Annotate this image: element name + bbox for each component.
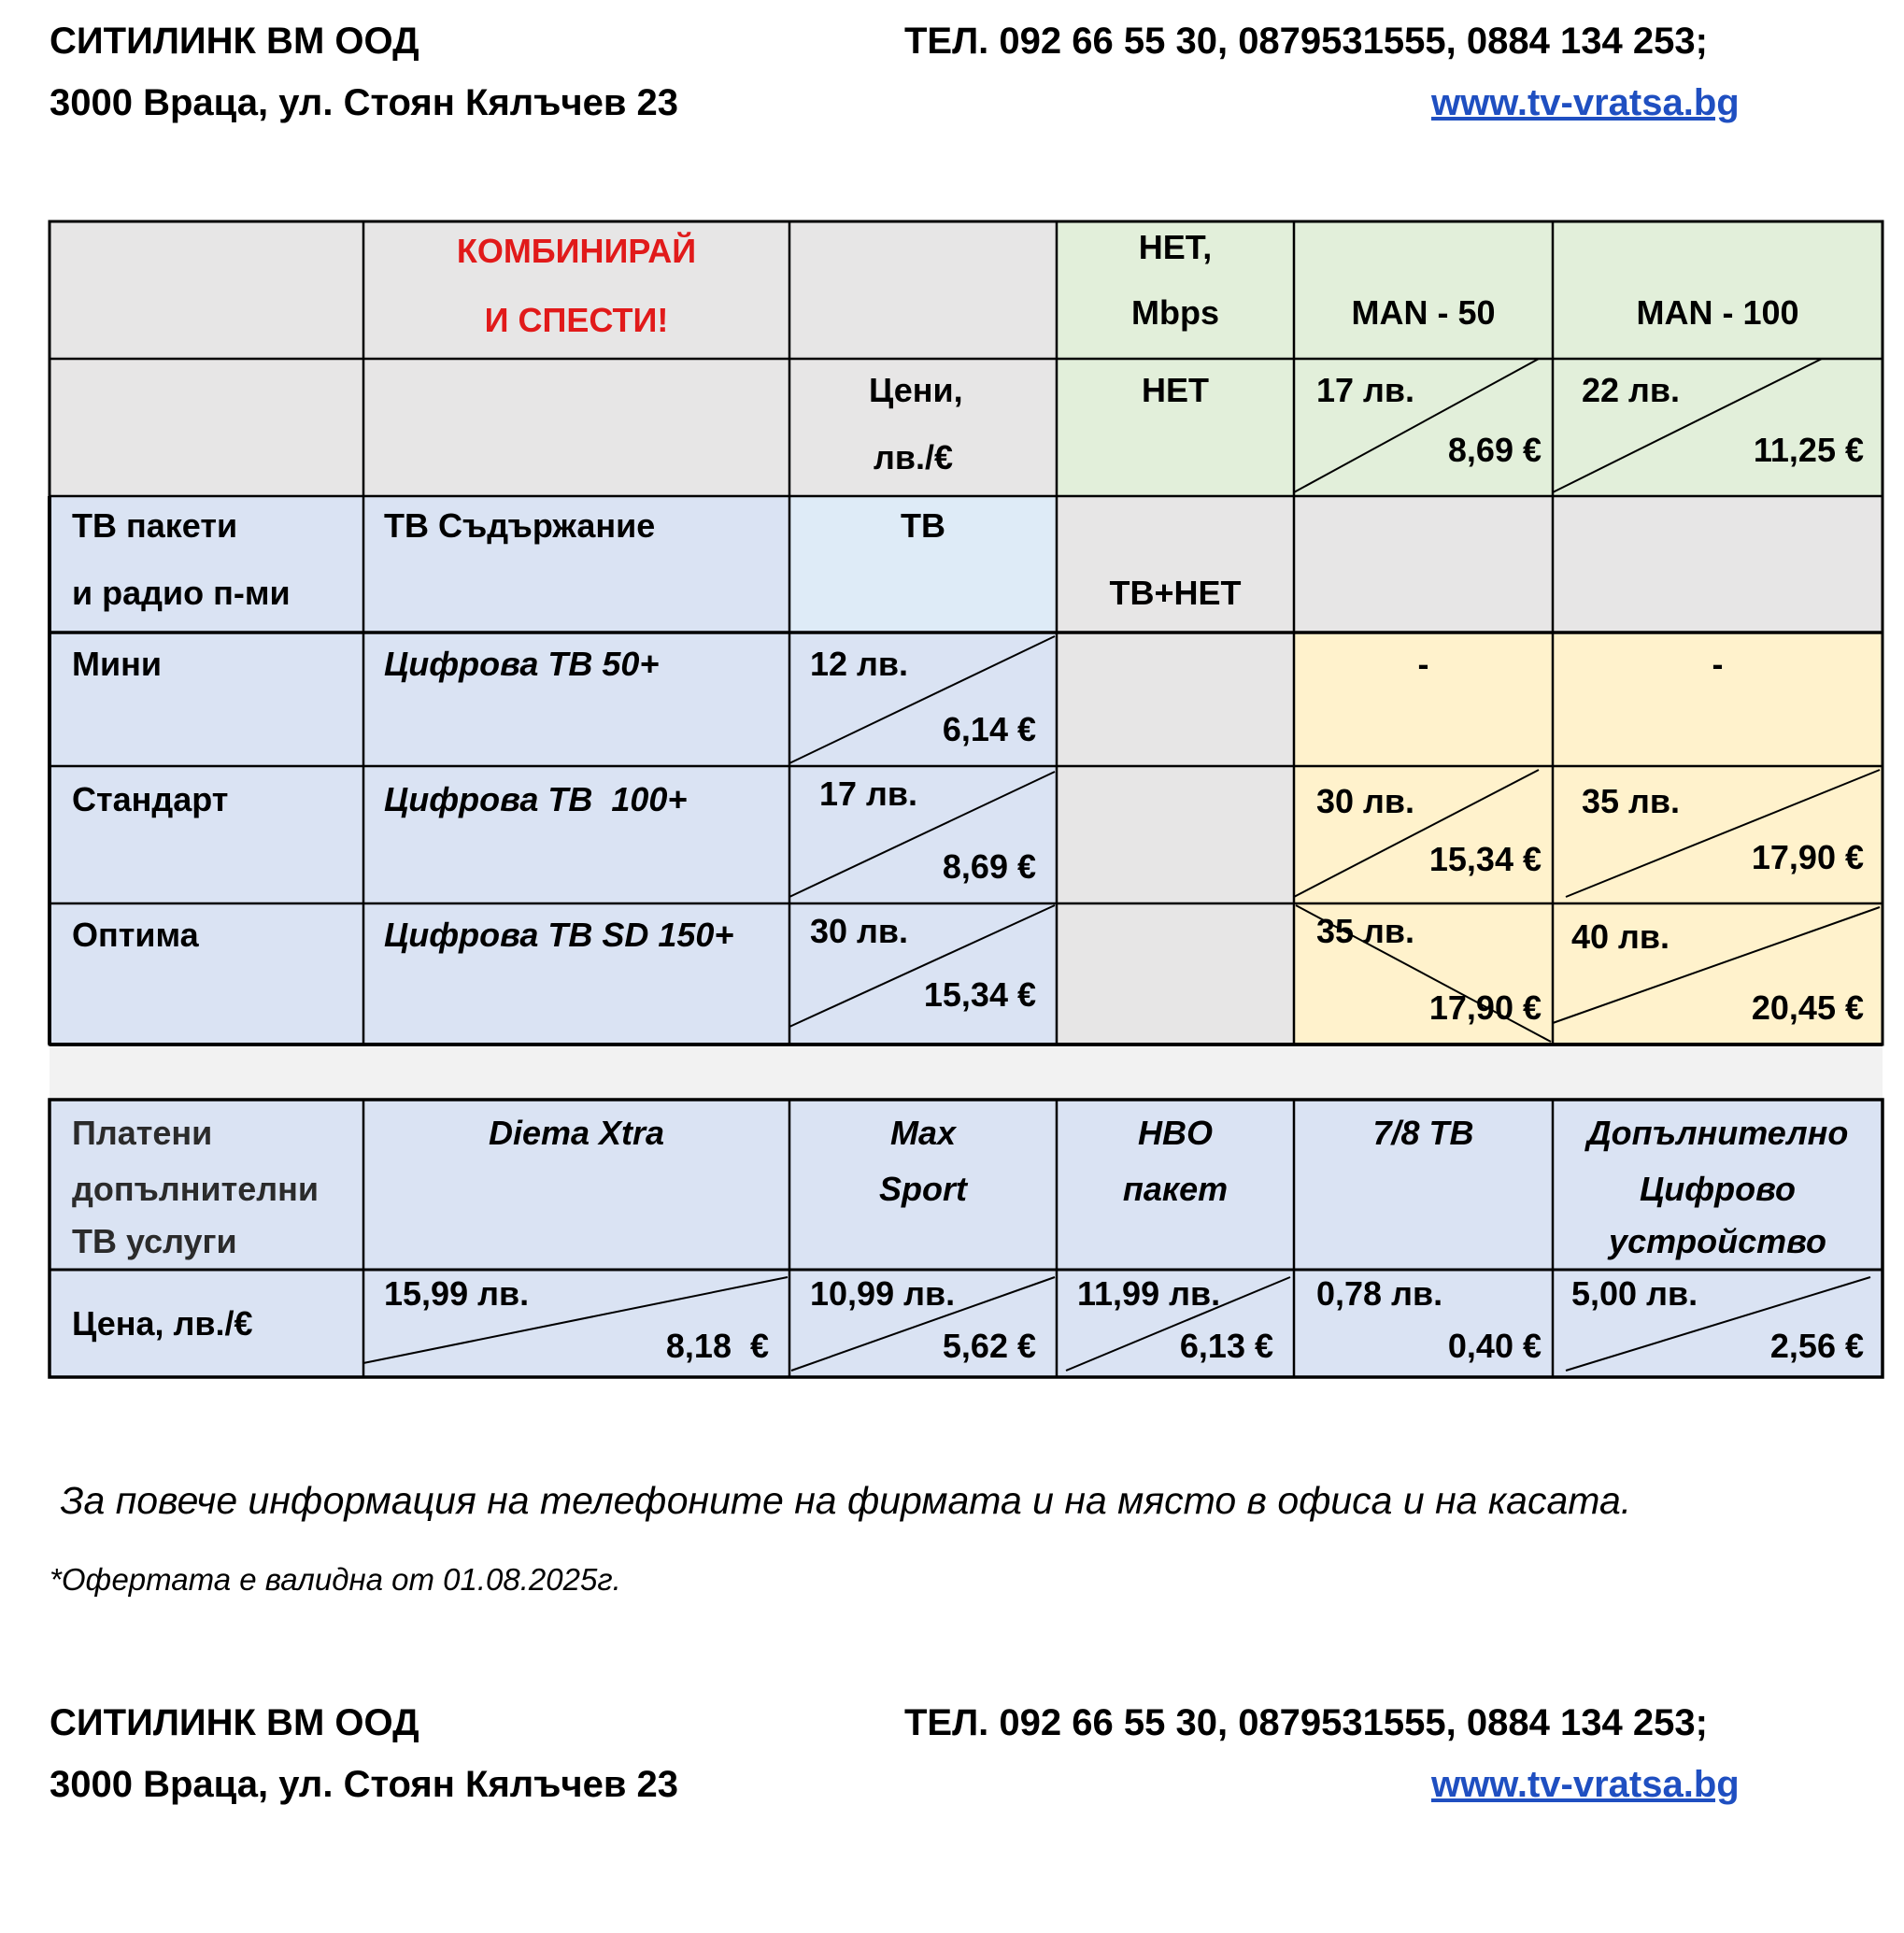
service-name-line1: Max — [889, 1114, 957, 1152]
man50-header: MAN - 50 — [1351, 293, 1496, 332]
col-tvnet-label: ТВ+НЕТ — [1109, 574, 1242, 612]
man100-header: MAN - 100 — [1636, 293, 1799, 332]
price-eur: 5,62 € — [942, 1327, 1036, 1365]
price-bgn: 35 лв. — [1316, 912, 1415, 950]
not-available: - — [1417, 645, 1429, 683]
price-eur: 0,40 € — [1447, 1327, 1542, 1365]
services-label-line1: Платени — [72, 1114, 213, 1152]
net-only-label: НЕТ — [1142, 371, 1209, 409]
info-note: За повече информация на телефоните на фирмата и на място в офиса и на касата. — [50, 1479, 1632, 1522]
promo-line2: И СПЕСТИ! — [484, 301, 669, 339]
col-tv-label: ТВ — [901, 506, 945, 545]
price-eur: 6,13 € — [1179, 1327, 1273, 1365]
price-eur: 17,90 € — [1751, 838, 1864, 876]
price-bgn: 30 лв. — [810, 912, 909, 950]
package-content: Цифрова ТВ 100+ — [384, 780, 688, 818]
package-name: Оптима — [72, 916, 199, 954]
service-name-line1: HBO — [1138, 1114, 1213, 1152]
phone-numbers: ТЕЛ. 092 66 55 30, 0879531555, 0884 134 253; — [904, 21, 1708, 62]
service-name-line2: пакет — [1122, 1170, 1229, 1208]
price-bgn: 5,00 лв. — [1571, 1274, 1698, 1313]
not-available: - — [1712, 645, 1724, 683]
footer-phone-numbers: ТЕЛ. 092 66 55 30, 0879531555, 0884 134 253; — [904, 1702, 1708, 1743]
price-eur: 8,69 € — [942, 847, 1036, 886]
service-name-line2: Sport — [879, 1170, 967, 1208]
service-name-line2: Цифрово — [1640, 1170, 1796, 1208]
service-name-line1: Diema Xtra — [488, 1114, 665, 1152]
price-bgn: 35 лв. — [1582, 782, 1681, 820]
price-eur: 2,56 € — [1769, 1327, 1864, 1365]
service-name-line1: 7/8 ТВ — [1372, 1114, 1474, 1152]
footer-company-address: 3000 Враца, ул. Стоян Кялъчев 23 — [50, 1764, 679, 1805]
service-name-line1: Допълнително — [1586, 1114, 1849, 1152]
net-header-line1: НЕТ, — [1138, 228, 1213, 266]
company-address: 3000 Враца, ул. Стоян Кялъчев 23 — [50, 82, 679, 123]
price-eur: 8,69 € — [1447, 431, 1542, 469]
website-link[interactable]: www.tv-vratsa.bg — [1431, 82, 1740, 123]
package-content: Цифрова ТВ SD 150+ — [384, 916, 734, 954]
prices-label-line1: Цени, — [869, 371, 963, 409]
price-bgn: 12 лв. — [810, 645, 909, 683]
net-header-line2: Mbps — [1131, 293, 1219, 332]
col-packages-line1: ТВ пакети — [72, 506, 238, 545]
footer-website-link[interactable]: www.tv-vratsa.bg — [1431, 1764, 1740, 1805]
price-bgn: 0,78 лв. — [1316, 1274, 1443, 1313]
services-label-line3: ТВ услуги — [72, 1222, 237, 1260]
service-name-line3: устройство — [1609, 1222, 1826, 1260]
package-name: Стандарт — [72, 780, 229, 818]
price-eur: 6,14 € — [942, 710, 1036, 748]
price-bgn: 17 лв. — [1316, 371, 1415, 409]
package-content: Цифрова ТВ 50+ — [384, 645, 660, 683]
company-name: СИТИЛИНК ВМ ООД — [50, 21, 419, 62]
price-eur: 11,25 € — [1753, 431, 1864, 469]
price-bgn: 17 лв. — [819, 775, 918, 813]
validity-note: *Офертата е валидна от 01.08.2025г. — [50, 1562, 621, 1597]
package-name: Мини — [72, 645, 162, 683]
promo-line1: КОМБИНИРАЙ — [456, 232, 697, 270]
price-eur: 8,18 € — [665, 1327, 769, 1365]
price-bgn: 10,99 лв. — [810, 1274, 956, 1313]
col-packages-line2: и радио п-ми — [72, 574, 291, 612]
price-eur: 15,34 € — [923, 975, 1036, 1014]
price-bgn: 30 лв. — [1316, 782, 1415, 820]
price-bgn: 15,99 лв. — [384, 1274, 530, 1313]
footer-company-name: СИТИЛИНК ВМ ООД — [50, 1702, 419, 1743]
price-eur: 20,45 € — [1751, 988, 1864, 1027]
price-bgn: 11,99 лв. — [1077, 1274, 1221, 1313]
services-label-line2: допълнителни — [72, 1170, 319, 1208]
col-content-label: ТВ Съдържание — [384, 506, 656, 545]
price-bgn: 40 лв. — [1571, 917, 1670, 956]
price-bgn: 22 лв. — [1582, 371, 1681, 409]
price-eur: 15,34 € — [1428, 840, 1542, 878]
prices-label-line2: лв./€ — [874, 438, 954, 476]
price-label: Цена, лв./€ — [72, 1304, 253, 1343]
price-eur: 17,90 € — [1428, 988, 1542, 1027]
